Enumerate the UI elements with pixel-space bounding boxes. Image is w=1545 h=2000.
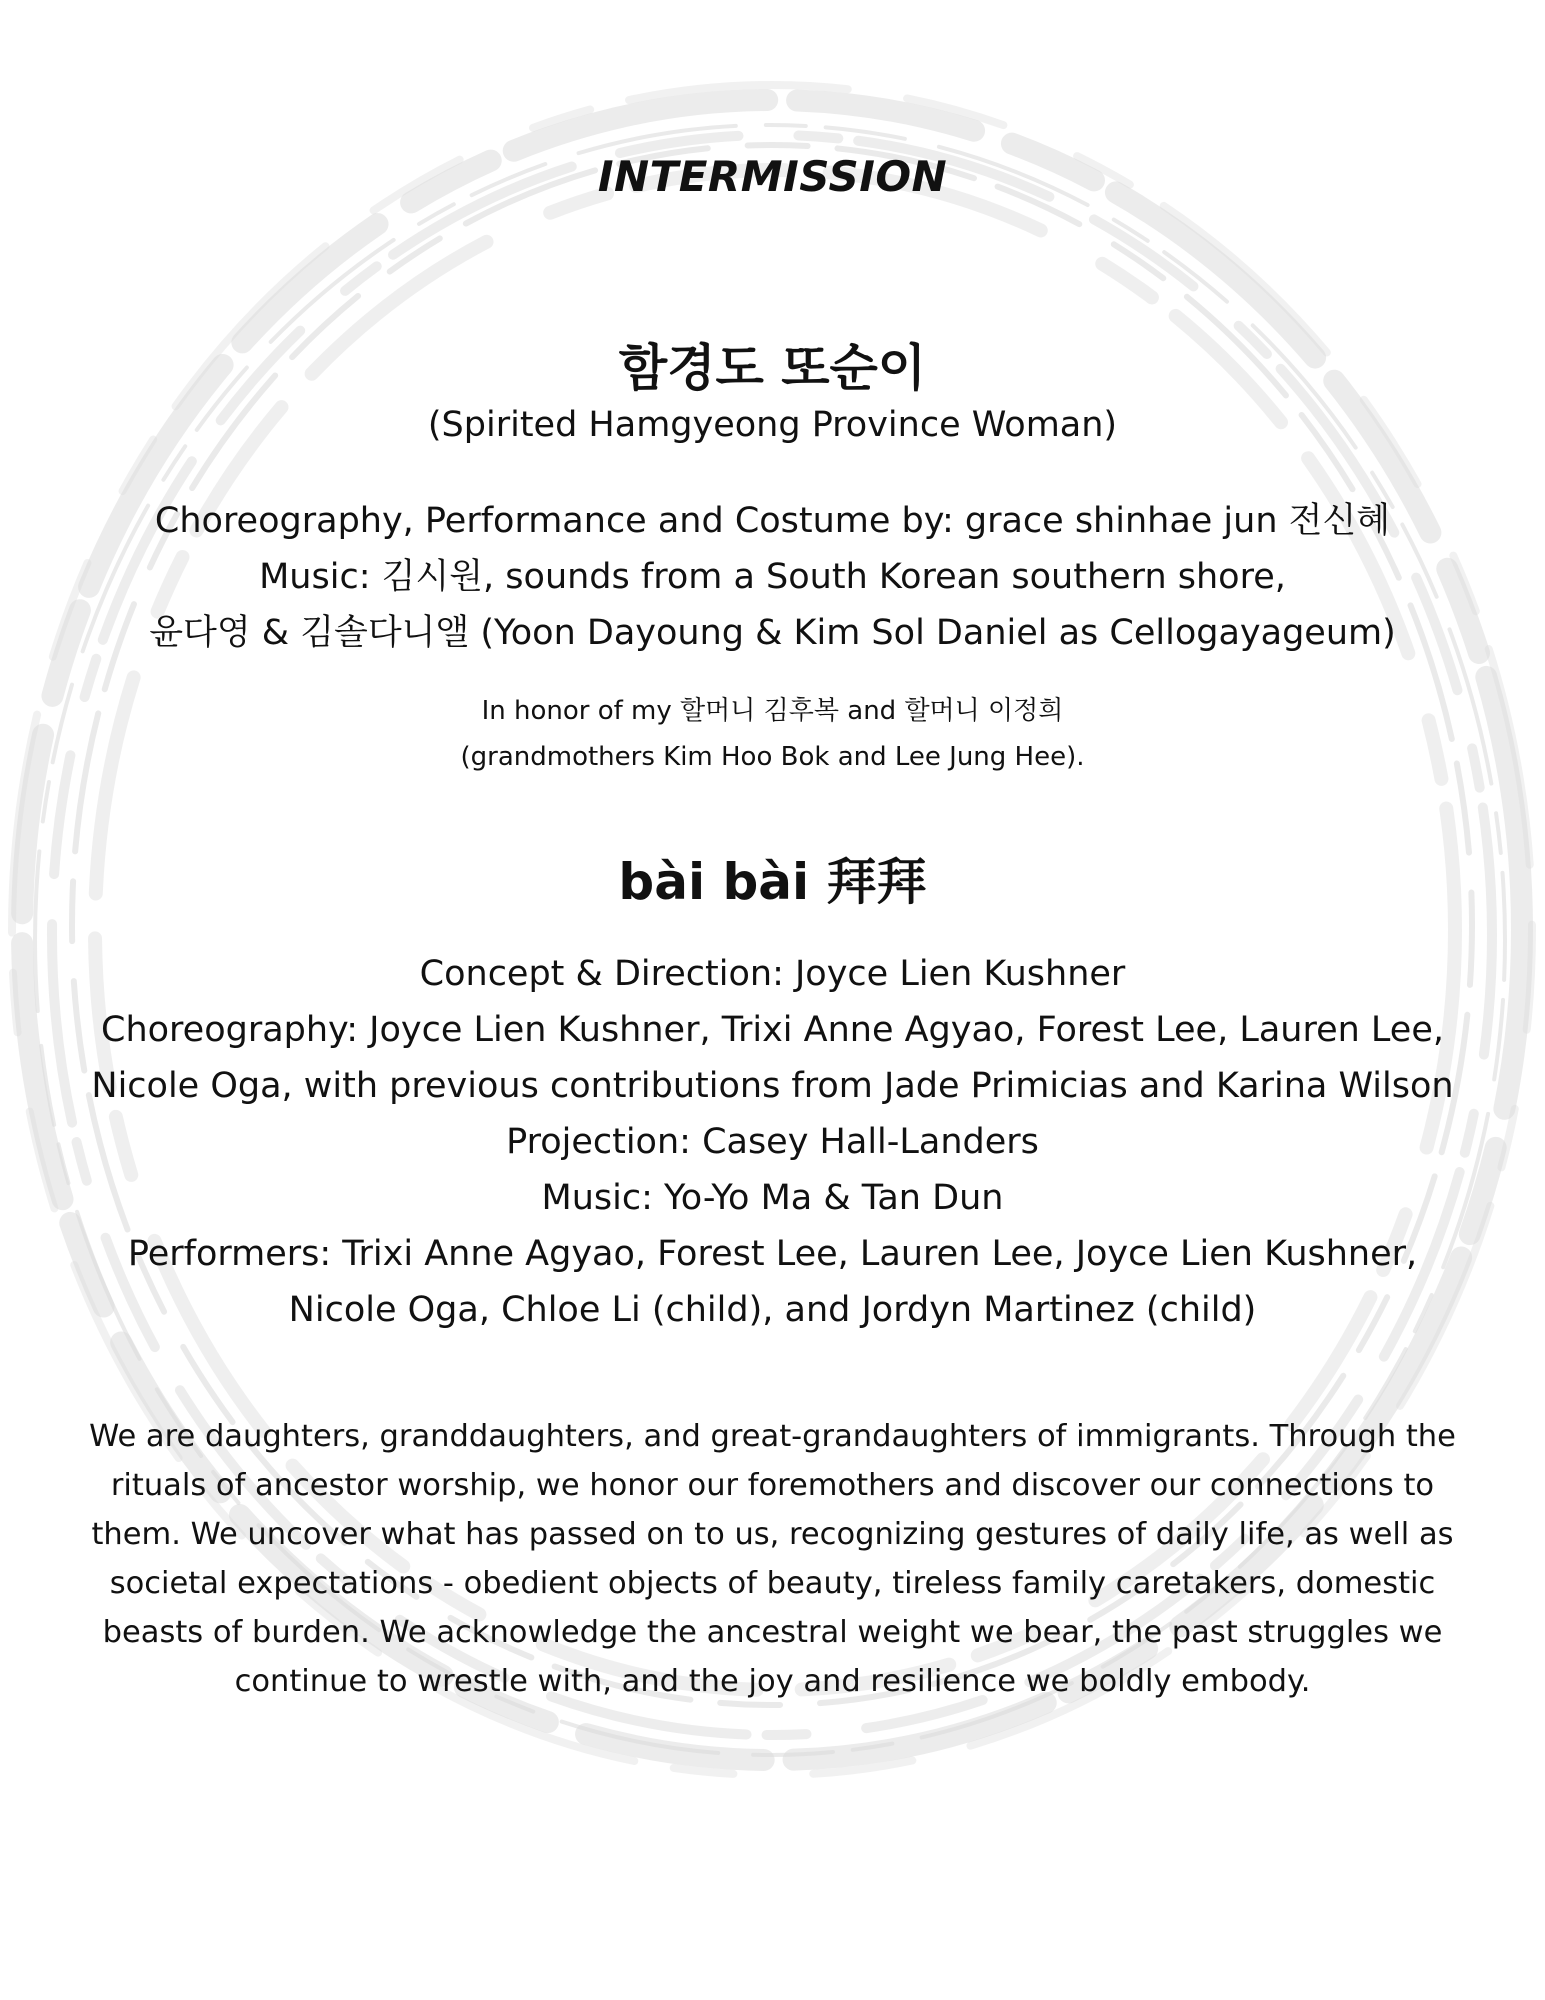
credit-line: Performers: Trixi Anne Agyao, Forest Lee, Lauren Lee, Joyce Lien Kushner,: [127, 1234, 1418, 1274]
statement-line: We are daughters, granddaughters, and great-grandaughters of immigrants. Through the: [89, 1419, 1456, 1454]
credit-line: 윤다영 & 김솔다니앨 (Yoon Dayoung & Kim Sol Daniel as Cellogayageum): [149, 613, 1396, 653]
piece2-credits: [0, 946, 1545, 1338]
statement-line: societal expectations - obedient objects of beauty, tireless family caretakers, domestic: [109, 1566, 1436, 1601]
credit-line: Music: Yo-Yo Ma & Tan Dun: [541, 1178, 1004, 1218]
piece1-dedication: [0, 688, 1545, 780]
dedication-line: In honor of my 할머니 김후복 and 할머니 이정희: [481, 696, 1064, 726]
credit-line: Music: 김시원, sounds from a South Korean southern shore,: [259, 557, 1286, 597]
credit-line: Projection: Casey Hall-Landers: [506, 1122, 1039, 1162]
statement-line: continue to wrestle with, and the joy and resilience we boldly embody.: [234, 1664, 1311, 1699]
piece2-title: bài bài 拜拜: [618, 853, 927, 911]
credit-line: Nicole Oga, Chloe Li (child), and Jordyn Martinez (child): [288, 1290, 1257, 1330]
intermission-heading: INTERMISSION: [597, 152, 948, 201]
piece1-credits: [0, 493, 1545, 661]
artist-statement: [60, 1412, 1485, 1706]
piece1-title: 함경도 또순이: [618, 339, 927, 397]
credit-line: Concept & Direction: Joyce Lien Kushner: [419, 954, 1126, 994]
credit-line: Nicole Oga, with previous contributions from Jade Primicias and Karina Wilson: [91, 1066, 1454, 1106]
dedication-line: (grandmothers Kim Hoo Bok and Lee Jung Hee).: [460, 742, 1085, 772]
statement-line: rituals of ancestor worship, we honor our foremothers and discover our connections to: [110, 1468, 1435, 1503]
piece1-subtitle: (Spirited Hamgyeong Province Woman): [427, 405, 1118, 445]
statement-line: them. We uncover what has passed on to us, recognizing gestures of daily life, as well as: [91, 1517, 1454, 1552]
credit-line: Choreography: Joyce Lien Kushner, Trixi Anne Agyao, Forest Lee, Lauren Lee,: [101, 1010, 1444, 1050]
statement-line: beasts of burden. We acknowledge the ancestral weight we bear, the past struggles we: [102, 1615, 1443, 1650]
credit-line: Choreography, Performance and Costume by: grace shinhae jun 전신혜: [154, 501, 1391, 541]
